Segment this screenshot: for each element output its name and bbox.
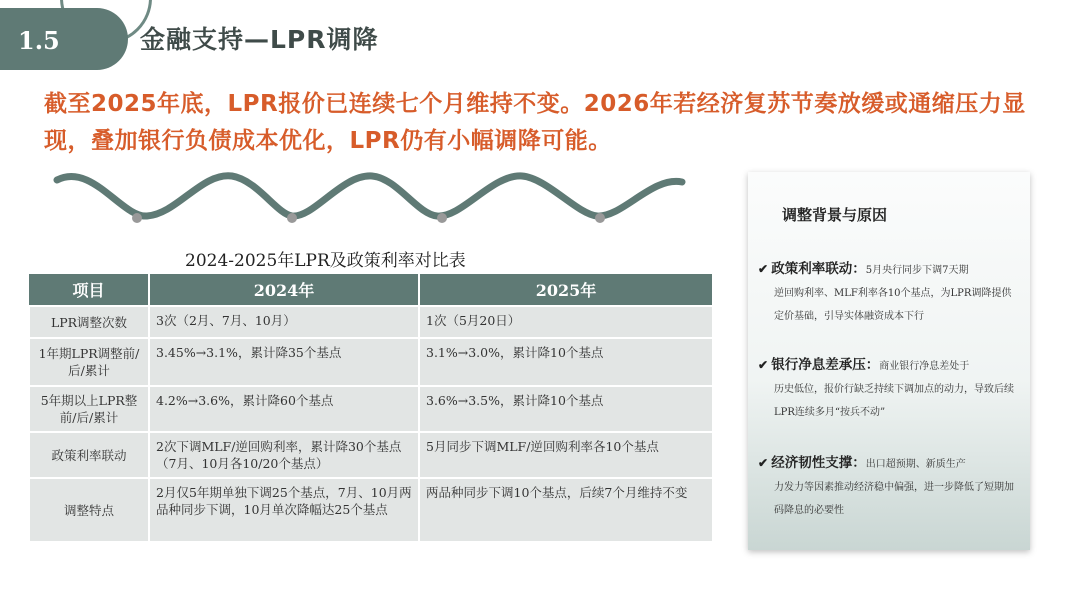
cell-2025: 两品种同步下调10个基点，后续7个月维持不变 (419, 478, 713, 542)
section-number-tab (0, 8, 128, 70)
wave-dot (595, 213, 605, 223)
cell-2024: 2月仅5年期单独下调25个基点，7月、10月两品种同步下调，10月单次降幅达25个基点 (149, 478, 419, 542)
wave-dot (437, 213, 447, 223)
wave-dot (132, 213, 142, 223)
headline-text: 截至2025年底，LPR报价已连续七个月维持不变。2026年若经济复苏节奏放缓或通缩压力显现，叠加银行负债成本优化，LPR仍有小幅调降可能。 (44, 91, 1026, 154)
checkmark-icon: ✔ (758, 358, 769, 372)
table-row (29, 386, 713, 432)
reason-heading: 银行净息差承压： (771, 357, 880, 373)
row-label: 政策利率联动 (29, 432, 149, 478)
page-title: 金融支持—LPR调降 (140, 25, 379, 54)
checkmark-icon: ✔ (758, 262, 769, 276)
section-badge (0, 0, 150, 76)
cell-2025: 5月同步下调MLF/逆回购利率各10个基点 (419, 432, 713, 478)
row-label: 调整特点 (29, 478, 149, 542)
cell-2025: 1次（5月20日） (419, 306, 713, 338)
reason-heading: 政策利率联动： (771, 261, 866, 277)
reasons-card (748, 172, 1030, 550)
wave-dot (287, 213, 297, 223)
cell-2025: 3.1%→3.0%，累计降10个基点 (419, 338, 713, 386)
reason-lead: 出口超预期、新质生产 (865, 459, 966, 470)
cell-2024: 3次（2月、7月、10月） (149, 306, 419, 338)
reason-body: 逆回购利率、MLF利率各10个基点，为LPR调降提供定价基础，引导实体融资成本下行 (774, 288, 1012, 322)
row-label: 5年期以上LPR整前/后/累计 (29, 386, 149, 432)
cell-2025: 3.6%→3.5%，累计降10个基点 (419, 386, 713, 432)
table-header-row (29, 274, 713, 306)
cell-2024: 2次下调MLF/逆回购利率，累计降30个基点（7月、10月各10/20个基点） (149, 432, 419, 478)
card-title: 调整背景与原因 (782, 206, 888, 224)
cell-2024: 3.45%→3.1%，累计降35个基点 (149, 338, 419, 386)
reason-heading: 经济韧性支撑： (771, 455, 866, 471)
table-row (29, 338, 713, 386)
row-label: LPR调整次数 (29, 306, 149, 338)
reason-item (758, 354, 1020, 424)
cell-2024: 4.2%→3.6%，累计降60个基点 (149, 386, 419, 432)
reason-body: 历史低位，报价行缺乏持续下调加点的动力，导致后续LPR连续多月“按兵不动” (774, 384, 1014, 418)
row-label: 1年期LPR调整前/后/累计 (29, 338, 149, 386)
column-header: 2025年 (419, 274, 713, 306)
table-row (29, 478, 713, 542)
section-number: 1.5 (18, 26, 60, 55)
reason-lead: 5月央行同步下调7天期 (865, 265, 969, 276)
reason-item (758, 452, 1020, 522)
column-header: 2024年 (149, 274, 419, 306)
checkmark-icon: ✔ (758, 456, 769, 470)
table-row (29, 306, 713, 338)
wave-divider (52, 168, 692, 228)
column-header: 项目 (29, 274, 149, 306)
comparison-table (28, 274, 714, 543)
reason-body: 力发力等因素推动经济稳中偏强，进一步降低了短期加码降息的必要性 (774, 482, 1014, 516)
reason-lead: 商业银行净息差处于 (879, 361, 970, 372)
table-row (29, 432, 713, 478)
reason-item (758, 258, 1020, 328)
table-title: 2024-2025年LPR及政策利率对比表 (185, 251, 466, 271)
